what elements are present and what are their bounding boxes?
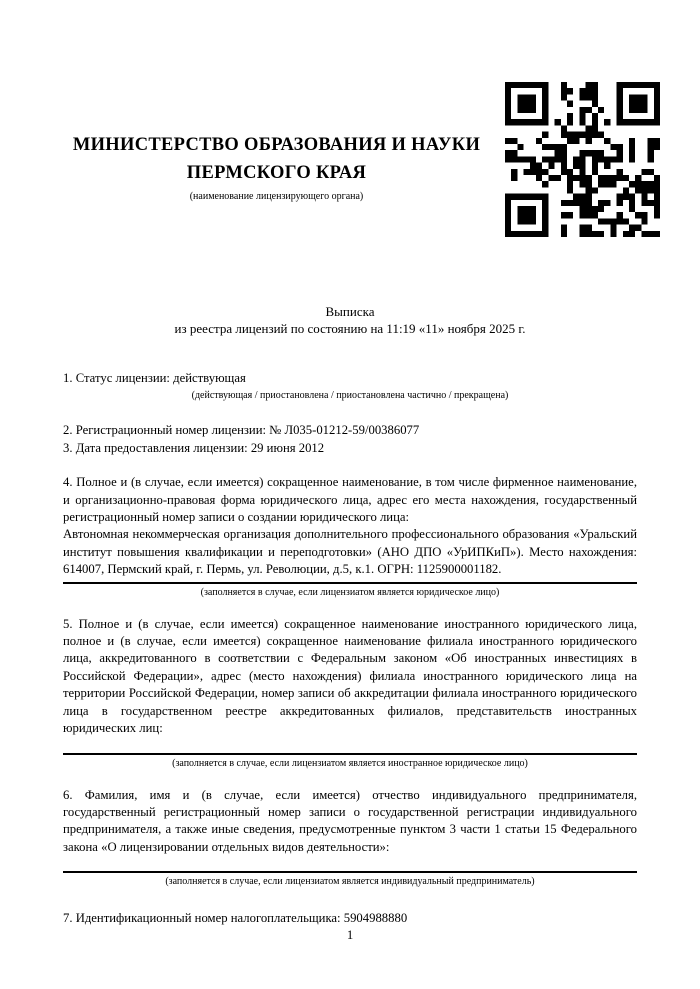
- divider-line: [63, 582, 637, 584]
- document-header: [0, 0, 700, 237]
- field-legal-entity-value: Автономная некоммерческая организация дополнительного профессионального образования «Уральский институт повышения квалификации и переподготовки» (АНО ДПО «УрИПКиП»). Место нахождения: 614007, Пермский край, г. Пермь, ул. Революции, д.5, к.1. ОГРН: 1125900001182.: [63, 527, 637, 577]
- ministry-name-caption: (наименование лицензирующего органа): [189, 191, 364, 202]
- empty-value-line: [63, 856, 637, 868]
- divider-line: [63, 871, 637, 873]
- field-foreign-entity-label: 5. Полное и (в случае, если имеется) сокращенное наименование иностранного юридического лица, полное и (в случае, если имеется) сокращенное наименование филиала иностранного юридического лица, аккредитованного в соответствии с Федеральным законом «Об иностранных инвестициях в Российской Федерации», адрес (место нахождения) филиала иностранного юридического лица на территории Российской Федерации, номер записи об аккредитации филиала иностранного юридического лица в государственном реестре аккредитованных филиалов, представительств иностранных юридических лиц:: [63, 616, 637, 736]
- field-license-status-caption: (действующая / приостановлена / приостановлена частично / прекращена): [191, 390, 509, 402]
- field-individual-entrepreneur-label: 6. Фамилия, имя и (в случае, если имеется) отчество индивидуального предпринимателя, государственный регистрационный номер записи о государственной регистрации индивидуального предпринимателя, а также иные сведения, предусмотренные пунктом 3 части 1 статьи 15 Федерального закона «О лицензировании отдельных видов деятельности»:: [63, 787, 637, 854]
- qr-code-icon: [505, 82, 660, 237]
- field-individual-entrepreneur-caption: (заполняется в случае, если лицензиатом является индивидуальный предприниматель): [165, 876, 535, 888]
- field-foreign-entity-block: [63, 616, 637, 770]
- document-title-line1: Выписка: [325, 304, 375, 319]
- field-legal-entity-caption: (заполняется в случае, если лицензиатом является юридическое лицо): [200, 586, 500, 598]
- field-taxpayer-number: 7. Идентификационный номер налогоплательщика: 5904988880: [63, 911, 408, 926]
- ministry-name-line2: ПЕРМСКОГО КРАЯ: [186, 163, 367, 183]
- field-individual-entrepreneur-block: [63, 787, 637, 889]
- ministry-name-line1: МИНИСТЕРСТВО ОБРАЗОВАНИЯ И НАУКИ: [72, 135, 481, 155]
- divider-line: [63, 753, 637, 755]
- field-legal-entity-block: [63, 474, 637, 598]
- field-license-grant-date: 3. Дата предоставления лицензии: 29 июня 2012: [63, 440, 325, 455]
- ministry-name: [63, 131, 490, 187]
- page-number: 1: [346, 928, 354, 942]
- ministry-name-block: [63, 131, 490, 203]
- document-title-line2: из реестра лицензий по состоянию на 11:19 «11» ноября 2025 г.: [174, 321, 526, 336]
- field-registration-number: 2. Регистрационный номер лицензии: № Л035-01212-59/00386077: [63, 423, 420, 438]
- field-foreign-entity-caption: (заполняется в случае, если лицензиатом является иностранное юридическое лицо): [172, 757, 528, 769]
- document-title: [0, 303, 700, 337]
- document-body: [63, 370, 637, 928]
- empty-value-line: [63, 738, 637, 750]
- field-license-status: 1. Статус лицензии: действующая: [63, 371, 246, 385]
- field-legal-entity-label: 4. Полное и (в случае, если имеется) сокращенное наименование, в том числе фирменное наименование, и организационно-правовая форма юридического лица, адрес его места нахождения, государственный регистрационный номер записи о создании юридического лица:: [63, 475, 637, 525]
